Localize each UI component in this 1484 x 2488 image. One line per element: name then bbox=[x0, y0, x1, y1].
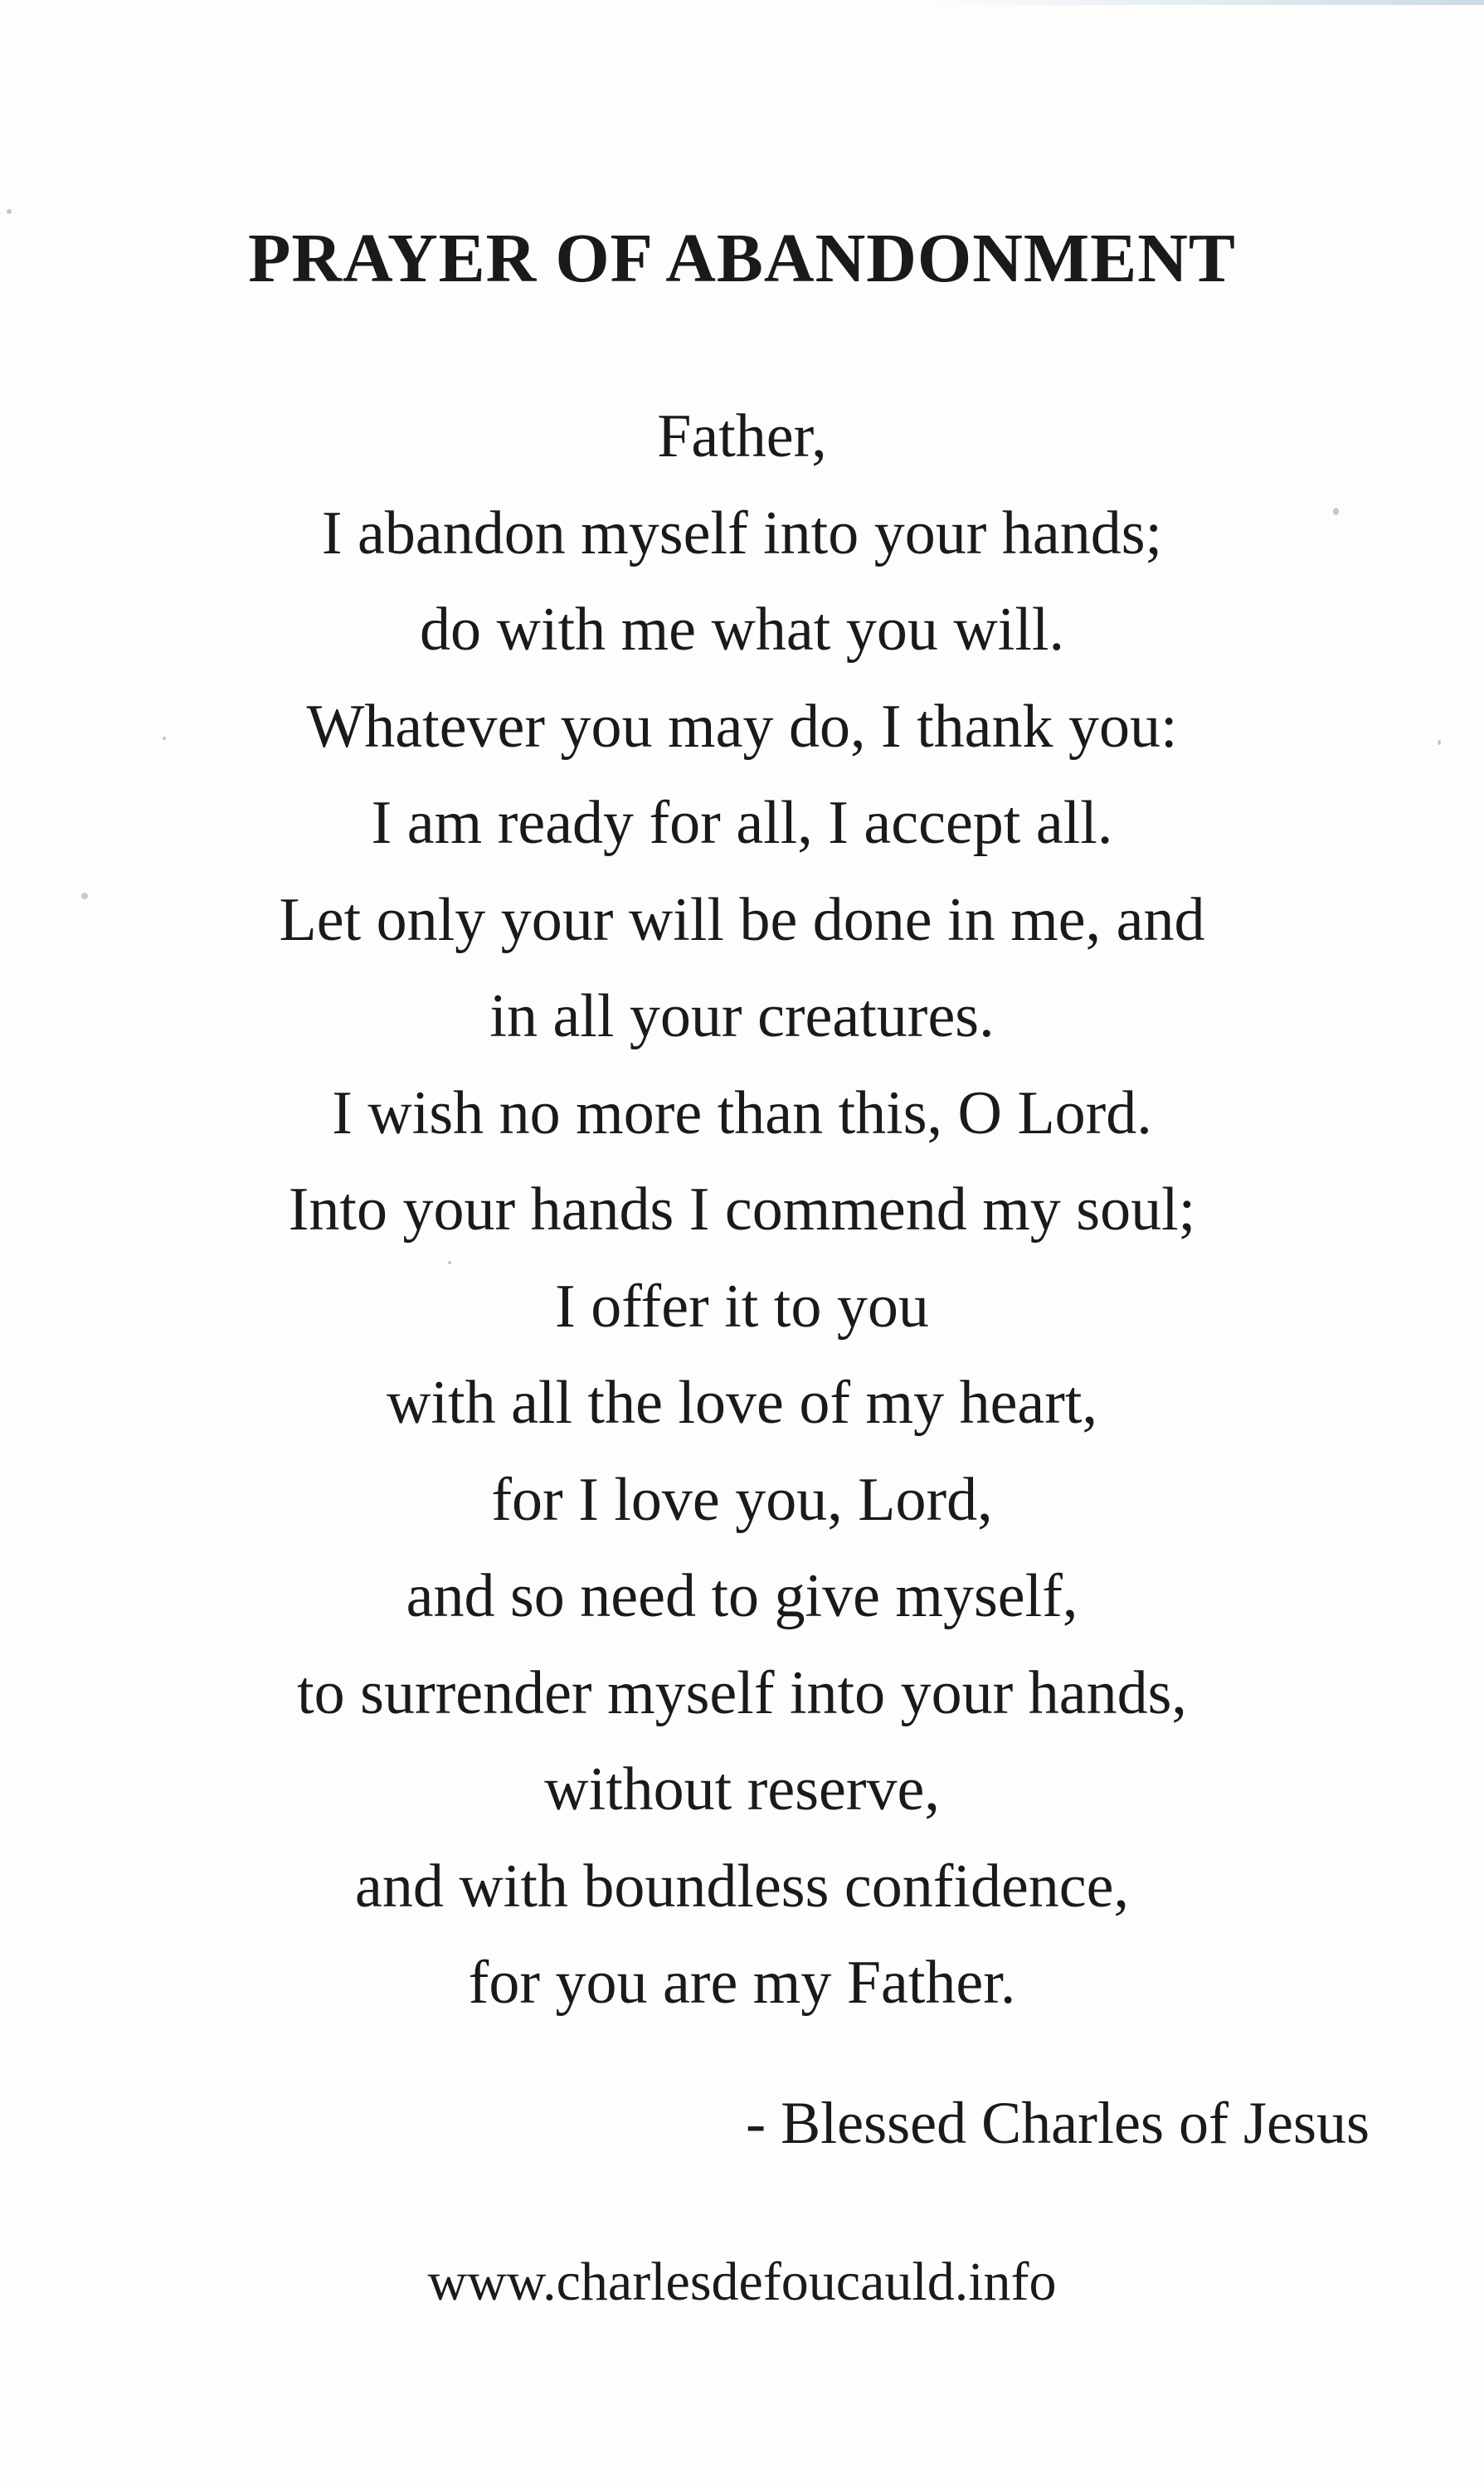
prayer-line: Let only your will be done in me, and bbox=[279, 885, 1205, 954]
prayer-line: for I love you, Lord, bbox=[491, 1465, 993, 1534]
prayer-line: and so need to give myself, bbox=[406, 1562, 1078, 1630]
prayer-line: I offer it to you bbox=[555, 1272, 929, 1341]
page-title: PRAYER OF ABANDONMENT bbox=[248, 220, 1236, 297]
prayer-line: to surrender myself into your hands, bbox=[297, 1658, 1187, 1727]
website-url: www.charlesdefoucauld.info bbox=[427, 2252, 1057, 2312]
prayer-line: for you are my Father. bbox=[468, 1949, 1016, 2017]
prayer-line: Into your hands I commend my soul; bbox=[288, 1176, 1196, 1244]
paper-speck bbox=[7, 209, 12, 214]
prayer-line: do with me what you will. bbox=[420, 596, 1064, 664]
prayer-line: in all your creatures. bbox=[489, 982, 995, 1050]
card-top-edge bbox=[0, 0, 1484, 5]
prayer-line: I abandon myself into your hands; bbox=[321, 499, 1163, 567]
prayer-line: without reserve, bbox=[544, 1755, 940, 1823]
prayer-line: Father, bbox=[657, 402, 827, 470]
prayer-text bbox=[0, 388, 1484, 2032]
prayer-line: I am ready for all, I accept all. bbox=[371, 789, 1113, 857]
attribution: - Blessed Charles of Jesus bbox=[746, 2090, 1370, 2156]
prayer-line: with all the love of my heart, bbox=[387, 1369, 1097, 1437]
prayer-line: and with boundless confidence, bbox=[355, 1852, 1129, 1921]
prayer-line: Whatever you may do, I thank you: bbox=[306, 692, 1178, 761]
prayer-line: I wish no more than this, O Lord. bbox=[332, 1078, 1152, 1147]
